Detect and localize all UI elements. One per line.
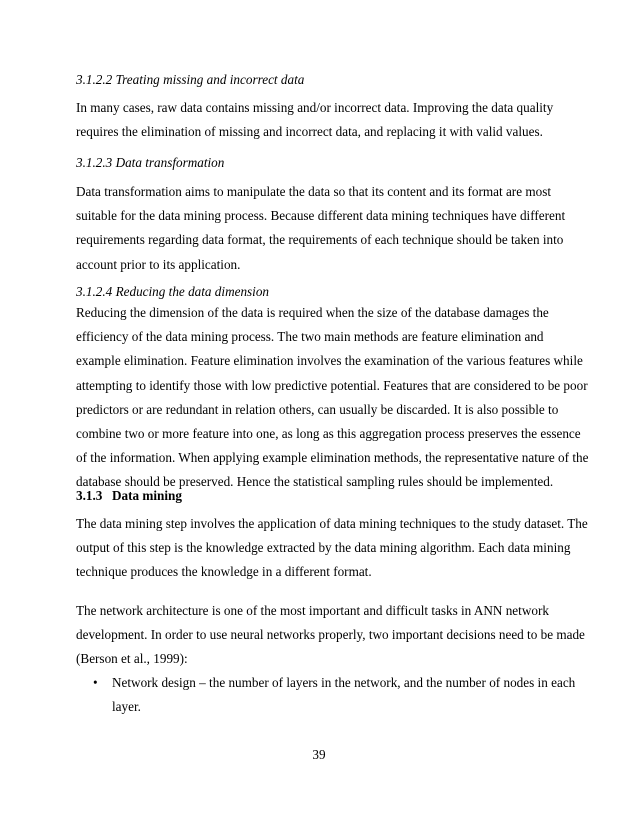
text-line: Reducing the dimension of the data is required when the size of the database damages the (76, 305, 549, 320)
text-line: development. In order to use neural networks properly, two important decisions need to be made (76, 627, 585, 643)
text-line: database should be preserved. Hence the statistical sampling rules should be implemented. (76, 474, 554, 490)
paragraph-data-mining (76, 512, 588, 585)
heading-3-1-3 (76, 488, 182, 504)
paragraph-reducing-dimension (76, 301, 589, 495)
section-title: Data mining (112, 488, 182, 503)
text-line: output of this step is the knowledge extracted by the data mining algorithm. Each data mining (76, 540, 571, 556)
text-line: requires the elimination of missing and incorrect data, and replacing it with valid values. (76, 124, 543, 140)
text-line: Data transformation aims to manipulate the data so that its content and its format are most (76, 184, 551, 199)
text-line: (Berson et al., 1999): (76, 651, 188, 667)
text-line: efficiency of the data mining process. The two main methods are feature elimination and (76, 329, 544, 345)
page-number: 39 (312, 747, 326, 762)
paragraph-data-transformation (76, 180, 566, 277)
text-line: requirements regarding data format, the requirements of each technique should be taken into (76, 232, 564, 248)
paragraph-network-architecture (76, 599, 585, 672)
text-line: attempting to identify those with low predictive potential. Features that are considered to be poor (76, 377, 588, 393)
bullet-icon: • (93, 675, 98, 690)
text-line: Network design – the number of layers in the network, and the number of nodes in each (112, 675, 576, 690)
text-line: suitable for the data mining process. Because different data mining techniques have different (76, 208, 566, 224)
text-line: The network architecture is one of the most important and difficult tasks in ANN network (76, 603, 549, 618)
text-line: technique produces the knowledge in a different format. (76, 564, 372, 580)
text-line: account prior to its application. (76, 256, 241, 272)
heading-3-1-2-2: 3.1.2.2 Treating missing and incorrect data (76, 72, 305, 87)
text-line: predictors or are redundant in relation others, can usually be discarded. It is also possible to (76, 401, 559, 417)
text-line: The data mining step involves the application of data mining techniques to the study dataset. The (76, 516, 588, 531)
text-line: layer. (112, 699, 141, 715)
bullet-text (112, 671, 576, 719)
text-line: combine two or more feature into one, as long as this aggregation process preserves the essence (76, 426, 581, 442)
heading-3-1-2-4: 3.1.2.4 Reducing the data dimension (76, 284, 270, 299)
text-line: In many cases, raw data contains missing and/or incorrect data. Improving the data quality (76, 100, 554, 115)
text-line: of the information. When applying example elimination methods, the representative nature of the (76, 450, 589, 466)
paragraph-treating-missing-data (76, 96, 566, 144)
text-line: example elimination. Feature elimination involves the examination of the various features while (76, 353, 583, 369)
section-number: 3.1.3 (76, 488, 103, 503)
heading-3-1-2-3: 3.1.2.3 Data transformation (76, 155, 225, 170)
